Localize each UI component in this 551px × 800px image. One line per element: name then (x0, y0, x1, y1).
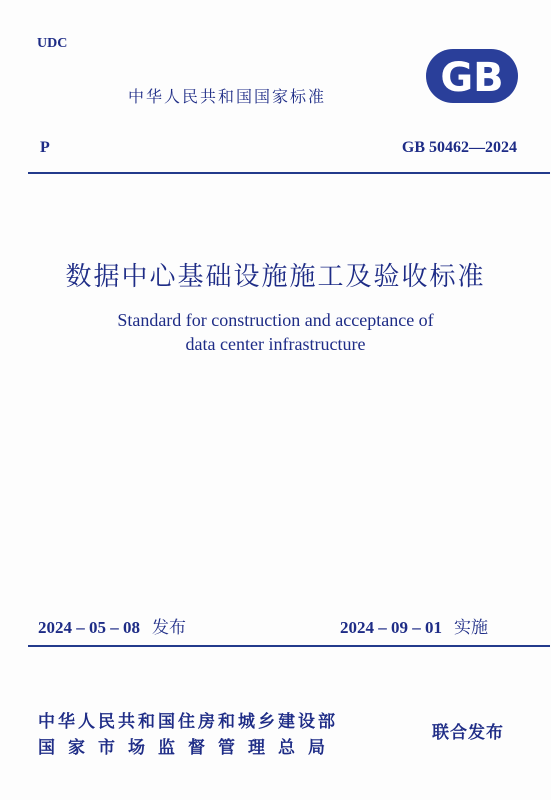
gb-logo-text: GB (440, 55, 504, 101)
udc-label: UDC (37, 36, 68, 51)
joint-release-label: 联合发布 (432, 723, 504, 743)
implementation-date-block (340, 613, 488, 638)
issue-date-block (38, 613, 186, 638)
national-standard-label: 中华人民共和国国家标准 (128, 87, 327, 106)
standard-number: GB 50462—2024 (401, 139, 517, 156)
issue-date: 2024 – 05 – 08 (38, 618, 140, 637)
issue-label: 发布 (152, 618, 186, 638)
issuer-ministry: 中华人民共和国住房和城乡建设部 (38, 712, 338, 732)
implementation-label: 实施 (454, 618, 488, 638)
title-chinese: 数据中心基础设施施工及验收标准 (65, 262, 486, 292)
implementation-date: 2024 – 09 – 01 (340, 618, 442, 637)
issuer-samr: 国家市场监督管理总局 (38, 738, 338, 758)
category-label: P (40, 139, 50, 156)
title-english (0, 308, 551, 356)
title-english-line1: Standard for construction and acceptance of (117, 310, 434, 330)
title-english-line2: data center infrastructure (185, 334, 366, 354)
bottom-divider (28, 645, 550, 647)
top-divider (28, 172, 550, 174)
gb-logo-icon (425, 48, 519, 104)
